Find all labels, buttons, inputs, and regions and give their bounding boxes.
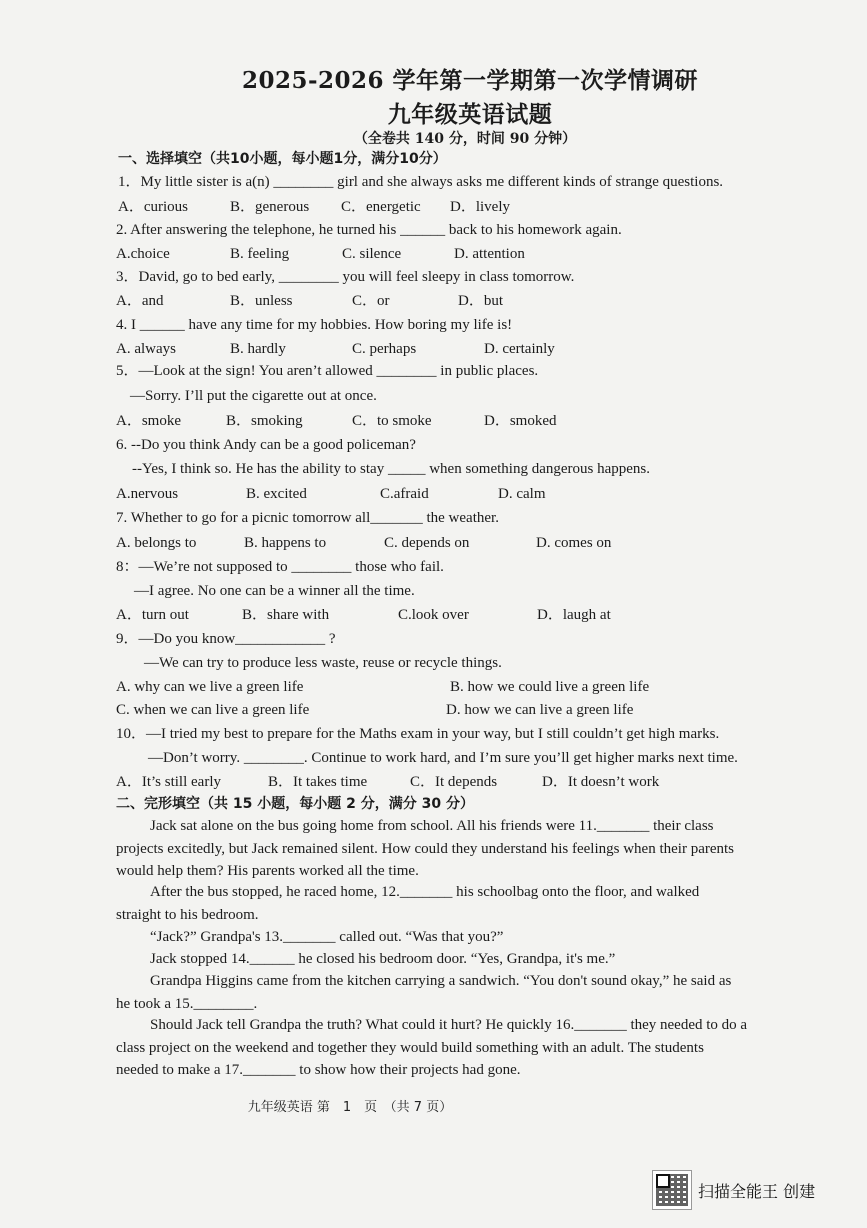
option-c: C．to smoke <box>352 413 432 429</box>
question-stem-response: —Sorry. I’ll put the cigarette out at once. <box>130 388 377 404</box>
option-b: B. feeling <box>230 246 290 262</box>
passage-line: After the bus stopped, he raced home, 12._______ his schoolbag onto the floor, and walked <box>150 884 700 900</box>
option-d: D. attention <box>454 246 525 262</box>
option-d: D. how we can live a green life <box>446 702 634 718</box>
passage-line: he took a 15.________. <box>116 996 258 1012</box>
option-d: D．smoked <box>484 413 557 429</box>
exam-title: 2025-2026 学年第一学期第一次学情调研 <box>241 67 699 94</box>
question-stem: 10．—I tried my best to prepare for the Maths exam in your way, but I still couldn’t get high marks. <box>116 726 720 742</box>
option-a: A．curious <box>118 199 188 215</box>
option-b: B．unless <box>230 293 293 309</box>
passage-line: Jack sat alone on the bus going home from school. All his friends were 11._______ their class <box>150 818 714 834</box>
passage-line: straight to his bedroom. <box>116 907 259 923</box>
section-heading: 一、选择填空（共10小题，每小题1分，满分10分） <box>118 151 447 167</box>
scanner-watermark <box>652 1170 815 1210</box>
question-stem-response: --Yes, I think so. He has the ability to stay _____ when something dangerous happens. <box>132 461 650 477</box>
exam-subtitle: 九年级英语试题 <box>387 101 553 128</box>
passage-line: Should Jack tell Grandpa the truth? What could it hurt? He quickly 16._______ they needed to do a <box>150 1017 748 1033</box>
option-c: C．It depends <box>410 774 498 790</box>
option-a: A.choice <box>116 246 170 262</box>
option-d: D．laugh at <box>537 607 611 623</box>
question-stem-response: —I agree. No one can be a winner all the time. <box>134 583 415 599</box>
option-b: B．It takes time <box>268 774 368 790</box>
question-stem: 8：—We’re not supposed to ________ those who fail. <box>116 559 444 575</box>
option-a: A．smoke <box>116 413 181 429</box>
option-d: D. comes on <box>536 535 612 551</box>
option-a: A. why can we live a green life <box>116 679 304 695</box>
passage-line: needed to make a 17._______ to show how their projects had gone. <box>116 1062 521 1078</box>
option-d: D．but <box>458 293 504 309</box>
passage-line: would help them? His parents worked all the time. <box>116 863 419 879</box>
option-c: C. depends on <box>384 535 470 551</box>
option-b: B. happens to <box>244 535 327 551</box>
option-b: B. excited <box>246 486 307 502</box>
passage-line: “Jack?” Grandpa's 13._______ called out. “Was that you?” <box>150 929 504 945</box>
option-b: B．smoking <box>226 413 303 429</box>
question-stem: 4. I ______ have any time for my hobbies. How boring my life is! <box>116 317 513 333</box>
option-b: B. how we could live a green life <box>450 679 650 695</box>
question-stem-response: —We can try to produce less waste, reuse or recycle things. <box>144 655 502 671</box>
option-a: A．It’s still early <box>116 774 221 790</box>
option-d: D．lively <box>450 199 510 215</box>
option-c: C. silence <box>342 246 402 262</box>
option-a: A. always <box>116 341 176 357</box>
option-a: A．and <box>116 293 164 309</box>
option-d: D. certainly <box>484 341 555 357</box>
question-stem: 3．David, go to bed early, ________ you will feel sleepy in class tomorrow. <box>116 269 575 285</box>
section-heading: 二、完形填空（共 15 小题，每小题 2 分，满分 30 分） <box>116 796 474 812</box>
option-c: C. perhaps <box>352 341 417 357</box>
exam-info: （全卷共 140 分，时间 90 分钟） <box>353 131 577 147</box>
question-stem: 5．—Look at the sign! You aren’t allowed ________ in public places. <box>116 363 539 379</box>
option-c: C．energetic <box>341 199 421 215</box>
page-footer: 九年级英语 第 1 页 （共 7 页） <box>247 1100 453 1115</box>
option-c: C. when we can live a green life <box>116 702 310 718</box>
option-b: B. hardly <box>230 341 286 357</box>
passage-line: projects excitedly, but Jack remained silent. How could they understand his feelings when their parents <box>116 841 735 857</box>
option-a: A．turn out <box>116 607 189 623</box>
passage-line: Jack stopped 14.______ he closed his bedroom door. “Yes, Grandpa, it's me.” <box>150 951 616 967</box>
option-a: A. belongs to <box>116 535 197 551</box>
option-b: B．generous <box>230 199 310 215</box>
qr-code-icon <box>652 1170 692 1210</box>
question-stem: 1．My little sister is a(n) ________ girl and she always asks me different kinds of strange questions. <box>118 174 724 190</box>
option-a: A.nervous <box>116 486 179 502</box>
option-d: D．It doesn’t work <box>542 774 660 790</box>
passage-line: Grandpa Higgins came from the kitchen carrying a sandwich. “You don't sound okay,” he said as <box>150 973 732 989</box>
question-stem: 9．—Do you know____________ ? <box>116 631 336 647</box>
question-stem-response: —Don’t worry. ________. Continue to work hard, and I’m sure you’ll get higher marks next time. <box>148 750 738 766</box>
option-d: D. calm <box>498 486 546 502</box>
question-stem: 6. --Do you think Andy can be a good policeman? <box>116 437 416 453</box>
option-c: C.afraid <box>380 486 429 502</box>
option-b: B．share with <box>242 607 330 623</box>
option-c: C．or <box>352 293 390 309</box>
passage-line: class project on the weekend and together they would build something with an adult. The students <box>116 1040 704 1056</box>
scanner-label: 扫描全能王 创建 <box>698 1181 816 1201</box>
question-stem: 7. Whether to go for a picnic tomorrow all_______ the weather. <box>116 510 499 526</box>
question-stem: 2. After answering the telephone, he turned his ______ back to his homework again. <box>116 222 622 238</box>
option-c: C.look over <box>398 607 469 623</box>
